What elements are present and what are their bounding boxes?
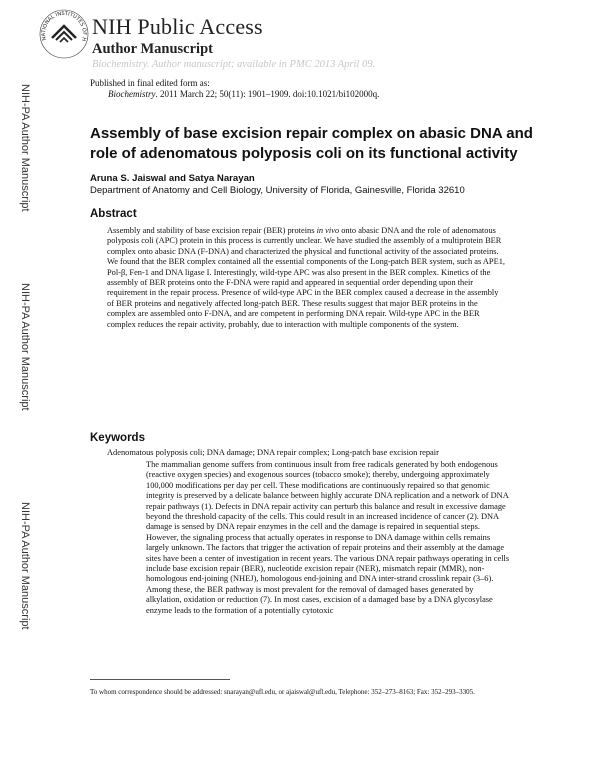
author-manuscript-label: Author Manuscript	[92, 41, 213, 57]
footnote-divider	[90, 679, 230, 680]
abstract-heading: Abstract	[90, 208, 137, 220]
nih-public-access-title: NIH Public Access	[92, 14, 263, 39]
sidebar-label-2: NIH-PA Author Manuscript	[19, 283, 31, 411]
affiliation: Department of Anatomy and Cell Biology, University of Florida, Gainesville, Florida 32610	[90, 185, 465, 196]
keywords-text: Adenomatous polyposis coli; DNA damage; DNA repair complex; Long-patch base excision repair	[107, 448, 439, 457]
article-title: Assembly of base excision repair complex on abasic DNA and role of adenomatous polyposis coli on its functional activity	[90, 125, 533, 162]
svg-text:NATIONAL INSTITUTES OF HEALTH: NATIONAL INSTITUTES OF H	[40, 10, 88, 42]
citation-details: . 2011 March 22; 50(11): 1901–1909. doi:10.1021/bi102000q.	[155, 89, 380, 99]
journal-name: Biochemistry	[108, 89, 156, 99]
publication-info	[90, 78, 379, 100]
authors: Aruna S. Jaiswal and Satya Narayan	[90, 173, 255, 184]
sidebar-label-3: NIH-PA Author Manuscript	[19, 502, 31, 630]
body-paragraph: The mammalian genome suffers from continuous insult from free radicals generated by both endogenous (reactive oxygen species) and exogenous sources (tobacco smoke); thereby, undergoing approximately 100,000 modifications per day per cell. These modifications are continuously repaired so that genomic integrity is preserved by a delicate balance between highly accurate DNA replication and a network of DNA repair pathways (1). Defects in DNA repair activity can perturb this balance and result in excessive damage beyond the threshold capacity of the cells. This could result in an increased incidence of cancer (2). DNA damage is sensed by DNA repair enzymes in the cell and the damage is repaired in sequential steps. However, the signaling process that actually operates in response to DNA damage within cells remains largely unknown. The factors that trigger the activation of repair proteins and their assembly at the damage sites have been a center of investigation in recent years. The various DNA repair pathways operating in cells include base excision repair (BER), nucleotide excision repair (NER), mismatch repair (MMR), non-homologous end-joining (NHEJ), homologous end-joining and DNA inter-strand crosslink repair (3–6). Among these, the BER pathway is most prevalent for the removal of damaged bases generated by alkylation, oxidation or reduction (7). In most cases, excision of a damaged base by a DNA glycosylase enzyme leads to the formation of a potentially cytotoxic	[146, 460, 510, 615]
sidebar-label-1: NIH-PA Author Manuscript	[19, 84, 31, 212]
availability-note: Biochemistry. Author manuscript; available in PMC 2013 April 09.	[92, 59, 376, 70]
abstract-text: Assembly and stability of base excision repair (BER) proteins in vivo onto abasic DNA and the role of adenomatous polyposis coli (APC) protein in this process is currently unclear. We have studied the assembly of a multiprotein BER complex onto abasic DNA (F-DNA) and characterized the physical and functional activity of the associated proteins. We found that the BER complex contained all the essential components of the Long-patch BER system, such as APE1, Pol-β, Fen-1 and DNA ligase I. Interestingly, wild-type APC was also present in the BER complex. Kinetics of the assembly of BER proteins onto the F-DNA were rapid and appeared in sequential order depending upon their requirement in the repair process. Presence of wild-type APC in the BER complex caused a decrease in the assembly of BER proteins and negatively affected long-patch BER. These results suggest that major BER proteins in the complex are assembled onto F-DNA, and are competent in performing DNA repair. Wild-type APC in the BER complex reduces the repair activity, probably, due to interaction with multiple components of the system.	[107, 226, 505, 329]
nih-seal-logo	[38, 6, 90, 62]
keywords-heading: Keywords	[90, 432, 145, 444]
correspondence-footnote: To whom correspondence should be addressed: snarayan@ufl.edu, or ajaiswal@ufl.edu, Telephone: 352–273–8163; Fax: 352–293–3305.	[90, 688, 475, 696]
published-label: Published in final edited form as:	[90, 78, 210, 88]
citation	[90, 89, 379, 100]
